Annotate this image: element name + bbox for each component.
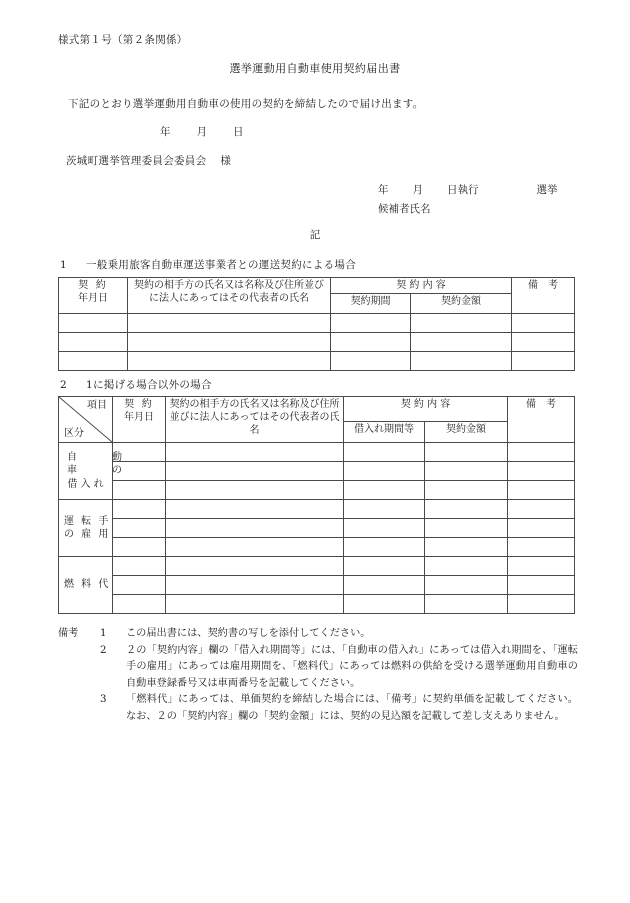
addressee-name: 茨城町選挙管理委員会委員会 <box>66 155 207 167</box>
table-row <box>59 538 575 557</box>
table2-cell-contract-date[interactable] <box>113 519 166 538</box>
table2-cell-counterparty[interactable] <box>166 500 344 519</box>
table2-cell-lease-period[interactable] <box>344 443 425 462</box>
table-row <box>59 462 575 481</box>
table2-cell-remarks[interactable] <box>508 576 575 595</box>
section2-heading <box>60 378 212 394</box>
table-row <box>59 314 575 333</box>
table2-cell-remarks[interactable] <box>508 481 575 500</box>
table2-cell-contract-date[interactable] <box>113 595 166 614</box>
table1-cell-contract-date[interactable] <box>59 352 128 371</box>
table1-th-contract-content: 契 約 内 容 <box>331 278 512 294</box>
table2-cell-contract-date[interactable] <box>113 481 166 500</box>
table1-cell-contract-period[interactable] <box>331 333 411 352</box>
table2-cell-remarks[interactable] <box>508 557 575 576</box>
table1-th-contract-amount: 契約金額 <box>411 294 512 314</box>
table2-cell-lease-period[interactable] <box>344 500 425 519</box>
remarks-item-number: 3 <box>100 694 107 706</box>
table1-cell-contract-date[interactable] <box>59 314 128 333</box>
section2-table <box>58 396 575 614</box>
candidate-name-label: 候補者氏名 <box>378 202 431 215</box>
election-info-block <box>378 183 558 218</box>
remarks-item-text: 「燃料代」にあっては、単価契約を締結した場合には、「備考」に契約単価を記載してください。なお、２の「契約内容」欄の「契約金額」には、契約の見込額を記載して差し支えありません。 <box>126 694 578 722</box>
form-identifier: 様式第１号（第２条関係） <box>58 34 188 46</box>
ki-mark: 記 <box>309 229 321 241</box>
table1-cell-contract-amount[interactable] <box>411 333 512 352</box>
table2-cell-counterparty[interactable] <box>166 595 344 614</box>
table2-cell-contract-date[interactable] <box>113 538 166 557</box>
table-row <box>59 557 575 576</box>
table2-cell-lease-period[interactable] <box>344 462 425 481</box>
table2-cell-counterparty[interactable] <box>166 538 344 557</box>
table2-cell-contract-amount[interactable] <box>425 519 508 538</box>
table2-cell-remarks[interactable] <box>508 519 575 538</box>
election-word-label: 選挙 <box>536 184 558 196</box>
table1-cell-counterparty[interactable] <box>128 352 331 371</box>
table-row <box>59 519 575 538</box>
table1-th-contract-date: 契 約 年月日 <box>59 278 128 314</box>
table2-cell-counterparty[interactable] <box>166 481 344 500</box>
table1-header-row-1 <box>59 278 575 294</box>
table1-cell-remarks[interactable] <box>512 314 575 333</box>
submission-year-label: 年 <box>160 126 171 138</box>
section1-heading-text: 一般乗用旅客自動車運送事業者との運送契約による場合 <box>86 259 356 271</box>
remarks-label: 備考 <box>58 628 79 639</box>
remarks-item-text: この届出書には、契約書の写しを添付してください。 <box>126 628 371 639</box>
section2-number: 2 <box>60 379 67 391</box>
table1-cell-remarks[interactable] <box>512 333 575 352</box>
table2-cell-contract-date[interactable] <box>113 500 166 519</box>
table-row <box>59 500 575 519</box>
remarks-item-text: ２の「契約内容」欄の「借入れ期間等」には、「自動車の借入れ」にあっては借入れ期間を、「運転手の雇用」にあっては雇用期間を、「燃料代」にあっては燃料の供給を受ける選挙運動用自動車の自動車登録番号又は車両番号を記載してください。 <box>126 644 578 689</box>
addressee-honorific: 様 <box>220 155 232 167</box>
table2-th-corner-bottom: 区分 <box>64 427 84 439</box>
table2-cell-counterparty[interactable] <box>166 557 344 576</box>
table-row <box>59 576 575 595</box>
table2-cell-lease-period[interactable] <box>344 538 425 557</box>
election-month-label: 月 <box>412 184 423 196</box>
table2-cell-contract-date[interactable] <box>113 576 166 595</box>
table2-th-lease-period: 借入れ期間等 <box>344 421 425 442</box>
table2-cell-lease-period[interactable] <box>344 481 425 500</box>
table2-th-counterparty: 契約の相手方の氏名又は名称及び住所並びに法人にあってはその代表者の氏名 <box>166 397 344 443</box>
addressee-line <box>66 154 231 170</box>
election-year-label: 年 <box>378 184 389 196</box>
table-row <box>59 333 575 352</box>
remarks-item <box>58 626 578 643</box>
table1-cell-contract-amount[interactable] <box>411 352 512 371</box>
section1-table <box>58 277 575 371</box>
table-row <box>59 352 575 371</box>
table2-group-label-fuel-cost: 燃 料 代 <box>59 557 113 614</box>
table2-th-category-corner <box>59 397 113 443</box>
section2-heading-text: 1に掲げる場合以外の場合 <box>86 379 212 391</box>
table2-cell-counterparty[interactable] <box>166 576 344 595</box>
table2-group-label-driver-employment: 運 転 手 の 雇 用 <box>59 500 113 557</box>
election-day-label: 日執行 <box>447 184 479 196</box>
table2-cell-lease-period[interactable] <box>344 576 425 595</box>
table2-cell-remarks[interactable] <box>508 462 575 481</box>
table2-cell-remarks[interactable] <box>508 443 575 462</box>
table2-cell-lease-period[interactable] <box>344 595 425 614</box>
intro-sentence: 下記のとおり選挙運動用自動車の使用の契約を締結したので届け出ます。 <box>68 98 424 110</box>
table1-cell-counterparty[interactable] <box>128 333 331 352</box>
submission-day-label: 日 <box>233 126 244 138</box>
table2-cell-contract-amount[interactable] <box>425 462 508 481</box>
table2-cell-contract-amount[interactable] <box>425 576 508 595</box>
remarks-item <box>58 692 578 725</box>
table2-th-contract-date: 契 約 年月日 <box>113 397 166 443</box>
table2-cell-contract-amount[interactable] <box>425 500 508 519</box>
table2-cell-lease-period[interactable] <box>344 519 425 538</box>
table2-cell-contract-amount[interactable] <box>425 443 508 462</box>
remarks-item-number: 2 <box>100 644 107 656</box>
section1-heading <box>60 258 356 274</box>
table1-cell-contract-period[interactable] <box>331 352 411 371</box>
table2-cell-contract-date[interactable] <box>113 557 166 576</box>
table2-th-remarks: 備 考 <box>508 397 575 443</box>
remarks-item-number: 1 <box>100 628 107 639</box>
table1-cell-contract-date[interactable] <box>59 333 128 352</box>
submission-date-line <box>160 125 244 141</box>
table2-th-contract-content: 契 約 内 容 <box>344 397 508 422</box>
table2-cell-remarks[interactable] <box>508 500 575 519</box>
table-row <box>59 481 575 500</box>
table2-cell-contract-amount[interactable] <box>425 595 508 614</box>
table1-th-contract-period: 契約期間 <box>331 294 411 314</box>
document-title: 選挙運動用自動車使用契約届出書 <box>229 62 401 75</box>
table2-cell-counterparty[interactable] <box>166 443 344 462</box>
table2-group-label-vehicle-lease: 自 動 車 の 借 入 れ <box>59 443 113 500</box>
table2-cell-contract-amount[interactable] <box>425 481 508 500</box>
table-row <box>59 443 575 462</box>
table2-cell-counterparty[interactable] <box>166 519 344 538</box>
table2-cell-remarks[interactable] <box>508 595 575 614</box>
table2-header-row-1 <box>59 397 575 422</box>
election-date-line <box>378 183 558 199</box>
table2-cell-contract-amount[interactable] <box>425 538 508 557</box>
table2-cell-lease-period[interactable] <box>344 557 425 576</box>
table-row <box>59 595 575 614</box>
table2-cell-contract-amount[interactable] <box>425 557 508 576</box>
table1-cell-counterparty[interactable] <box>128 314 331 333</box>
section1-number: 1 <box>60 259 67 271</box>
table2-th-corner-top: 項目 <box>87 400 107 411</box>
remarks-item <box>58 643 578 693</box>
table2-cell-counterparty[interactable] <box>166 462 344 481</box>
table1-th-counterparty: 契約の相手方の氏名又は名称及び住所並びに法人にあってはその代表者の氏名 <box>128 278 331 314</box>
table2-cell-remarks[interactable] <box>508 538 575 557</box>
table1-cell-remarks[interactable] <box>512 352 575 371</box>
table1-th-remarks: 備 考 <box>512 278 575 314</box>
table2-th-contract-amount: 契約金額 <box>425 421 508 442</box>
submission-month-label: 月 <box>196 126 207 138</box>
table1-cell-contract-period[interactable] <box>331 314 411 333</box>
table1-cell-contract-amount[interactable] <box>411 314 512 333</box>
remarks-section <box>58 626 578 725</box>
